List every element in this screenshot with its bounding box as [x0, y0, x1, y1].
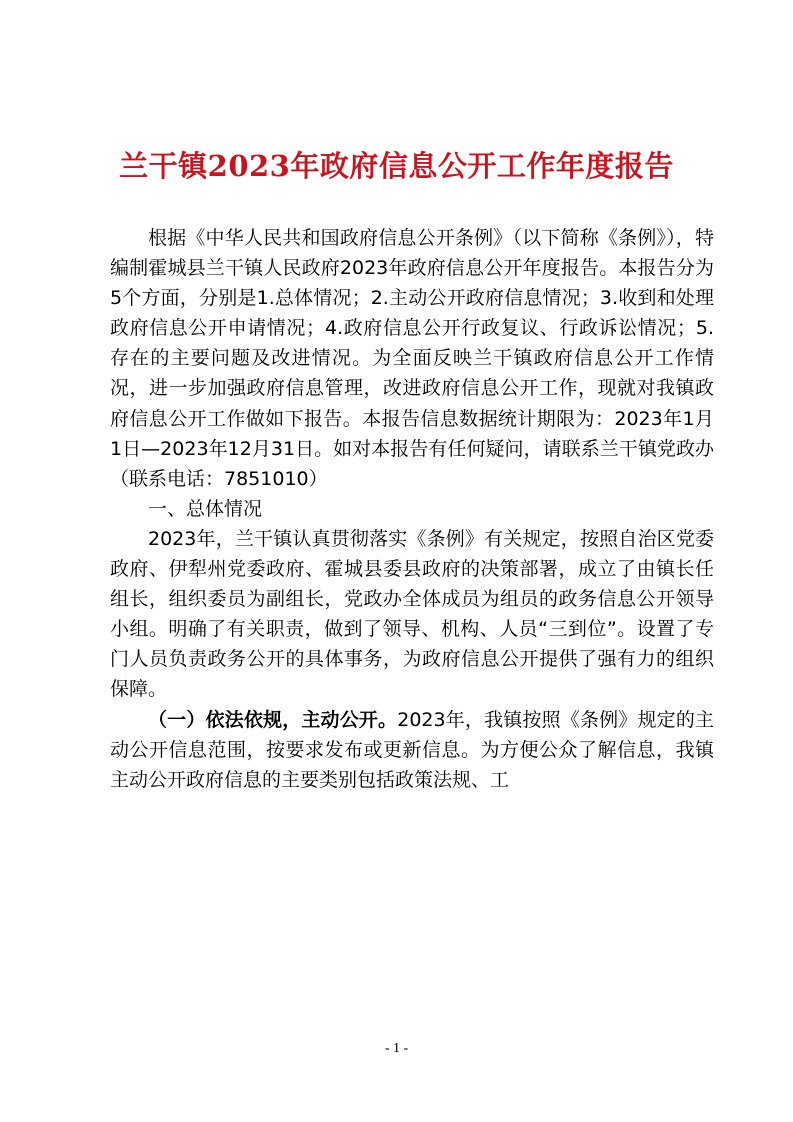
intro-paragraph: 根据《中华人民共和国政府信息公开条例》（以下简称《条例》），特编制霍城县兰干镇人民政府2023年政府信息公开年度报告。本报告分为5个方面，分别是1.总体情况；2.主动公开政府信息情况；3.收到和处理政府信息公开申请情况；4.政府信息公开行政复议、行政诉讼情况；5.存在的主要问题及改进情况。为全面反映兰干镇政府信息公开工作情况，进一步加强政府信息管理，改进政府信息公开工作，现就对我镇政府信息公开工作做如下报告。本报告信息数据统计期限为：2023年1月1日—2023年12月31日。如对本报告有任何疑问，请联系兰干镇党政办（联系电话：7851010）	[110, 227, 714, 490]
section-heading-overview: 一、总体情况	[148, 497, 263, 520]
subsection-body: 2023年，我镇按照《条例》规定的主动公开信息范围，按要求发布或更新信息。为方便公众了解信息，我镇主动公开政府信息的主要类别包括政策法规、工	[110, 708, 714, 791]
subsection-paragraph	[110, 705, 714, 795]
page-number: - 1 -	[384, 1041, 409, 1056]
document-body	[110, 223, 714, 795]
subsection-heading: （一）依法依规，主动公开。	[148, 708, 398, 731]
overview-paragraph: 2023年，兰干镇认真贯彻落实《条例》有关规定，按照自治区党委政府、伊犁州党委政府、霍城县委县政府的决策部署，成立了由镇长任组长，组织委员为副组长，党政办全体成员为组员的政务信息公开领导小组。明确了有关职责，做到了领导、机构、人员“三到位”。设置了专门人员负责政务公开的具体事务，为政府信息公开提供了强有力的组织保障。	[110, 527, 714, 701]
document-title: 兰干镇2023年政府信息公开工作年度报告	[119, 149, 674, 183]
